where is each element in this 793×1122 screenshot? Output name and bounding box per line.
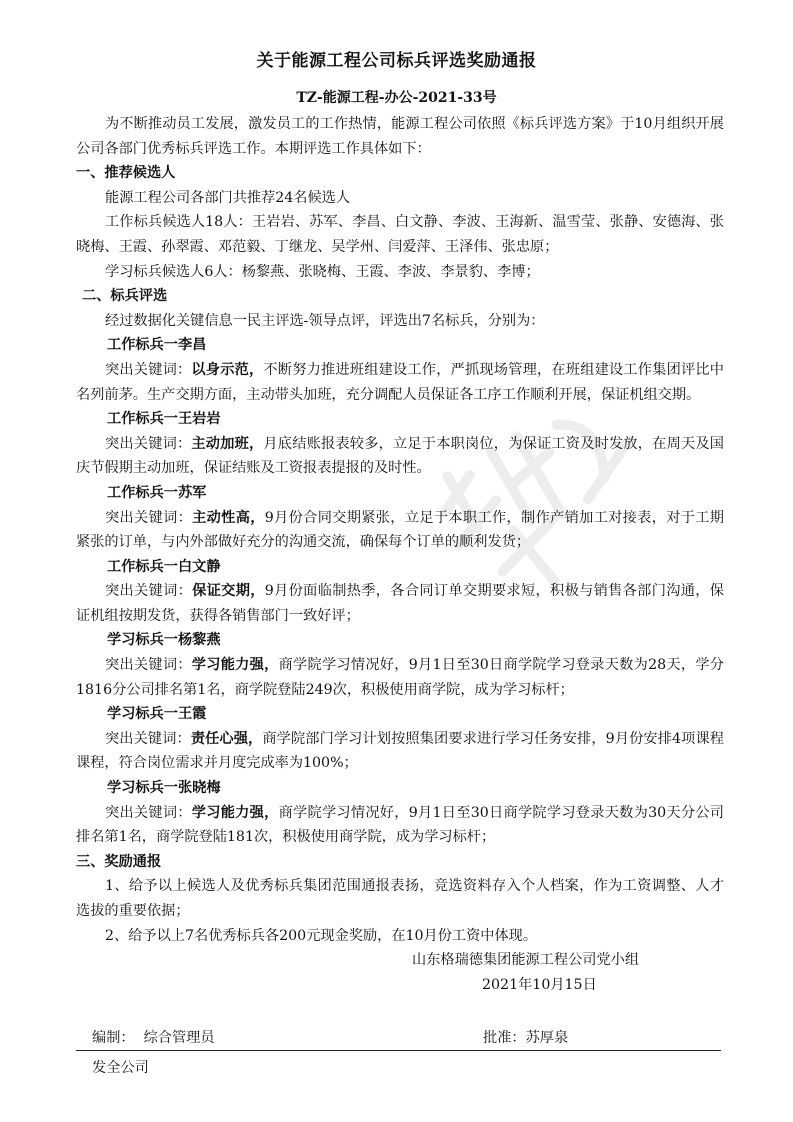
editor-label: 编制： bbox=[92, 1030, 135, 1046]
section-heading-nominees: 一、推荐候选人 bbox=[76, 165, 176, 182]
award-title: 学习标兵一杨黎燕 bbox=[107, 632, 221, 649]
award-prefix: 突出关键词： bbox=[105, 804, 192, 821]
award-prefix: 突出关键词： bbox=[105, 435, 192, 452]
selection-intro: 经过数据化关键信息一民主评选-领导点评，评选出7名标兵，分别为： bbox=[105, 312, 545, 329]
signature-org: 山东格瑞德集团能源工程公司党小组 bbox=[412, 952, 640, 969]
award-prefix: 突出关键词： bbox=[105, 730, 191, 747]
award-keyword: 学习能力强， bbox=[191, 804, 279, 821]
award-prefix: 突出关键词： bbox=[105, 583, 193, 600]
award-keyword: 学习能力强， bbox=[191, 657, 279, 674]
award-prefix: 突出关键词： bbox=[105, 509, 193, 526]
award-keyword: 主动性高， bbox=[192, 509, 265, 526]
award-description bbox=[76, 653, 724, 702]
award-description bbox=[76, 727, 724, 776]
award-keyword: 主动加班， bbox=[191, 435, 264, 452]
award-prefix: 突出关键词： bbox=[105, 657, 192, 674]
award-title: 工作标兵一王岩岩 bbox=[107, 411, 221, 428]
intro-paragraph: 为不断推动员工发展，激发员工的工作热情，能源工程公司依照《标兵评选方案》于10月组织开展公司各部门优秀标兵评选工作。本期评选工作具体如下： bbox=[76, 116, 724, 157]
signature-date: 2021年10月15日 bbox=[482, 976, 597, 993]
award-text: 9月份面临制热季，各合同订单交期要求短，积极与销售各部门沟通，保证机组按期发货，获得各销售部门一致好评； bbox=[76, 583, 724, 624]
approver-label: 批准： bbox=[483, 1030, 526, 1046]
study-nominees: 学习标兵候选人6人：杨黎燕、张晓梅、王霞、李波、李景豹、李博； bbox=[105, 263, 540, 280]
document-number: TZ-能源工程-办公-2021-33号 bbox=[296, 90, 497, 106]
document-title: 关于能源工程公司标兵评选奖励通报 bbox=[256, 51, 537, 71]
footer-divider bbox=[76, 1050, 721, 1051]
award-description bbox=[76, 358, 724, 407]
award-text: 不断努力推进班组建设工作，严抓现场管理，在班组建设工作集团评比中名列前茅。生产交期方面，主动带头加班，充分调配人员保证各工序工作顺利开展，保证机组交期。 bbox=[76, 361, 724, 403]
award-text: 商学院部门学习计划按照集团要求进行学习任务安排，9月份安排4项课程课程，符合岗位需求并月度完成率为100%； bbox=[76, 730, 724, 772]
award-keyword: 以身示范， bbox=[191, 361, 264, 378]
award-description bbox=[76, 579, 724, 628]
reward-item: 1、给予以上候选人及优秀标兵集团范围通报表扬，竞选资料存入个人档案，作为工资调整、人才选拔的重要依据； bbox=[76, 878, 724, 919]
award-title: 学习标兵一王霞 bbox=[107, 706, 207, 723]
work-nominees: 工作标兵候选人18人：王岩岩、苏军、李昌、白文静、李波、王海新、温雪莹、张静、安德海、张晓梅、王霞、孙翠霞、邓范毅、丁继龙、吴学州、闫爱萍、王泽伟、张忠原； bbox=[76, 214, 724, 255]
award-title: 工作标兵一白文静 bbox=[107, 558, 221, 575]
award-text: 商学院学习情况好，9月1日至30日商学院学习登录天数为30天分公司排名第1名，商学院登陆181次，积极使用商学院，成为学习标杆； bbox=[76, 804, 724, 846]
editor-field bbox=[92, 1027, 215, 1047]
award-title: 工作标兵一李昌 bbox=[107, 337, 207, 354]
section-heading-selection: 二、标兵评选 bbox=[82, 288, 168, 305]
award-title: 工作标兵一苏军 bbox=[107, 484, 207, 501]
award-title: 学习标兵一张晓梅 bbox=[107, 780, 221, 797]
award-prefix: 突出关键词： bbox=[105, 361, 192, 378]
reward-item: 2、给予以上7名优秀标兵各200元现金奖励，在10月份工资中体现。 bbox=[105, 927, 538, 944]
nominee-count: 能源工程公司各部门共推荐24名候选人 bbox=[105, 189, 351, 206]
distribution-note: 发全公司 bbox=[92, 1060, 149, 1076]
award-keyword: 保证交期， bbox=[192, 583, 265, 600]
award-keyword: 责任心强， bbox=[190, 730, 263, 747]
award-text: 9月份合同交期紧张，立足于本职工作，制作产销加工对接表，对于工期紧张的订单，与内外部做好充分的沟通交流，确保每个订单的顺利发货； bbox=[76, 509, 724, 551]
award-description bbox=[76, 506, 724, 555]
editor-name: 综合管理员 bbox=[143, 1030, 215, 1046]
award-text: 月底结账报表较多，立足于本职岗位，为保证工资及时发放，在周天及国庆节假期主动加班，保证结账及工资报表提报的及时性。 bbox=[76, 435, 724, 477]
award-description bbox=[76, 801, 724, 850]
award-text: 商学院学习情况好，9月1日至30日商学院学习登录天数为28天，学分1816分公司排名第1名，商学院登陆249次，积极使用商学院，成为学习标杆； bbox=[76, 657, 724, 698]
award-description bbox=[76, 432, 724, 481]
approver-name: 苏厚泉 bbox=[525, 1030, 569, 1046]
approver-field bbox=[483, 1027, 568, 1047]
section-heading-rewards: 三、奖励通报 bbox=[76, 853, 162, 870]
document-body bbox=[76, 112, 724, 997]
